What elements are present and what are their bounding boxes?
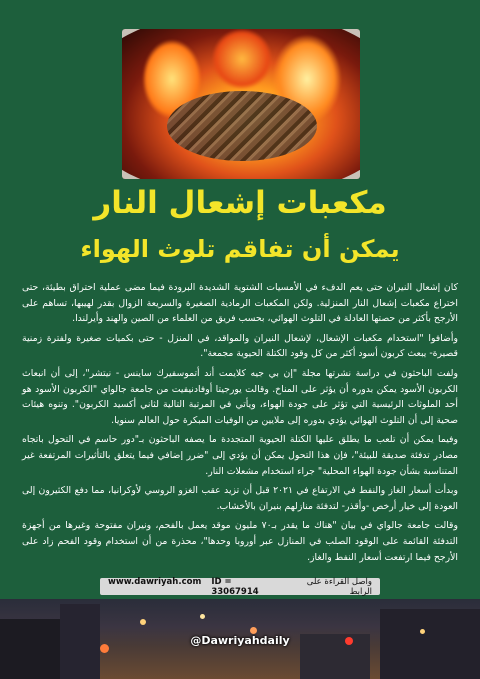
article-paragraph: وبدأت أسعار الغاز والنفط في الارتفاع في ٢٠٢١ قبل أن تزيد عقب الغزو الروسي لأوكرانيا، مما دفع الكثيرون إلى العودة إلى خيار أرخص -وأقذر- لتدفئة منازلهم بنيران بالأخشاب.: [22, 485, 458, 512]
article-id: ID = 33067914: [211, 576, 259, 597]
article-paragraph: ولفت الباحثون في دراسة نشرتها مجلة "إن بي جيه كلايمت أند أتموسفيرك ساينس - نيتشر"، إلى أن انبعاث الكربون الأسود يمكن بدوره أن يؤثر على المناخ. وقالت يورجيتا أوفادنيفيت من جامعة جالواي "الكربون الأسود هو أحد الملوثات الرئيسية التي تؤثر على جودة الهواء، ويأتي في المرتبة التالية لثاني أكسيد الكربون". وتنوه هيئات صحية إلى أن التلوث الهوائي يؤدي بدوره إلى ملايين من الوفيات المبكرة حول العالم سنويا.: [22, 367, 458, 426]
page-subtitle: يمكن أن تفاقم تلوث الهواء: [80, 235, 400, 263]
article-paragraph: وفيما يمكن أن تلعب ما يطلق عليها الكتلة الحيوية المتجددة ما يصفه الباحثون بـ"دور حاسم في التحول باتجاه مصادر تدفئة صديقة للبيئة"، فإن هذا التحول يمكن أن يؤدي إلى "ضرر إضافي فيما يتعلق بالتأثيرات المرتفعة غير المتناسبة بشأن جودة الهواء المحلية" جراء استخدام مشعلات النار.: [22, 434, 458, 477]
article-paragraph: وقالت جامعة جالواي في بيان "هناك ما يقدر بـ٧٠ مليون موقد يعمل بالفحم، ونيران مفتوحة وغيرها من أجهزة التدفئة القائمة على الوقود الصلب في المنازل عبر أوروبا وحدها"، محذرة من أن استخدام وقود الفحم زاد على الأرجح فيما ارتفعت أسعار النفط والغاز.: [22, 520, 458, 563]
article-body: [22, 280, 458, 569]
article-paragraph: كان إشعال النيران حتى يعم الدفء في الأمسيات الشتوية الشديدة البرودة فيما مضى عملية احتراق بطيئة، حتى اختراع مكعبات إشعال النار المنزلية. ولكن المكعبات الرمادية الصغيرة والسريعة الزوال بقدر لهيبها، تساهم على الأرجح بأكثر من حصتها العادلة في التلوث الهوائي، بحسب فريق من العلماء من الصين والهند وأيرلندا.: [22, 282, 458, 325]
flame: [212, 29, 272, 89]
fire-photo: [122, 29, 360, 179]
read-more-bar[interactable]: [100, 578, 380, 595]
article-paragraph: وأضافوا "استخدام مكعبات الإشعال، لإشعال النيران والمواقد، في المنزل - حتى بكميات صغيرة ولفترة زمنية قصيرة- يبعث كربون أسود أكثر من كل وقود الكتلة الحيوية مجمعة".: [22, 332, 458, 360]
page-title: مكعبات إشعال النار: [93, 185, 387, 221]
social-handle: @Dawriyahdaily: [190, 634, 290, 647]
site-url-link[interactable]: www.dawriyah.com: [108, 576, 202, 587]
street-light: [250, 627, 257, 634]
burning-log: [167, 91, 317, 161]
street-light: [140, 619, 146, 625]
read-more-label: واصل القراءة على الرابط: [306, 576, 372, 597]
link-meta: [108, 577, 282, 597]
street-light: [200, 614, 205, 619]
